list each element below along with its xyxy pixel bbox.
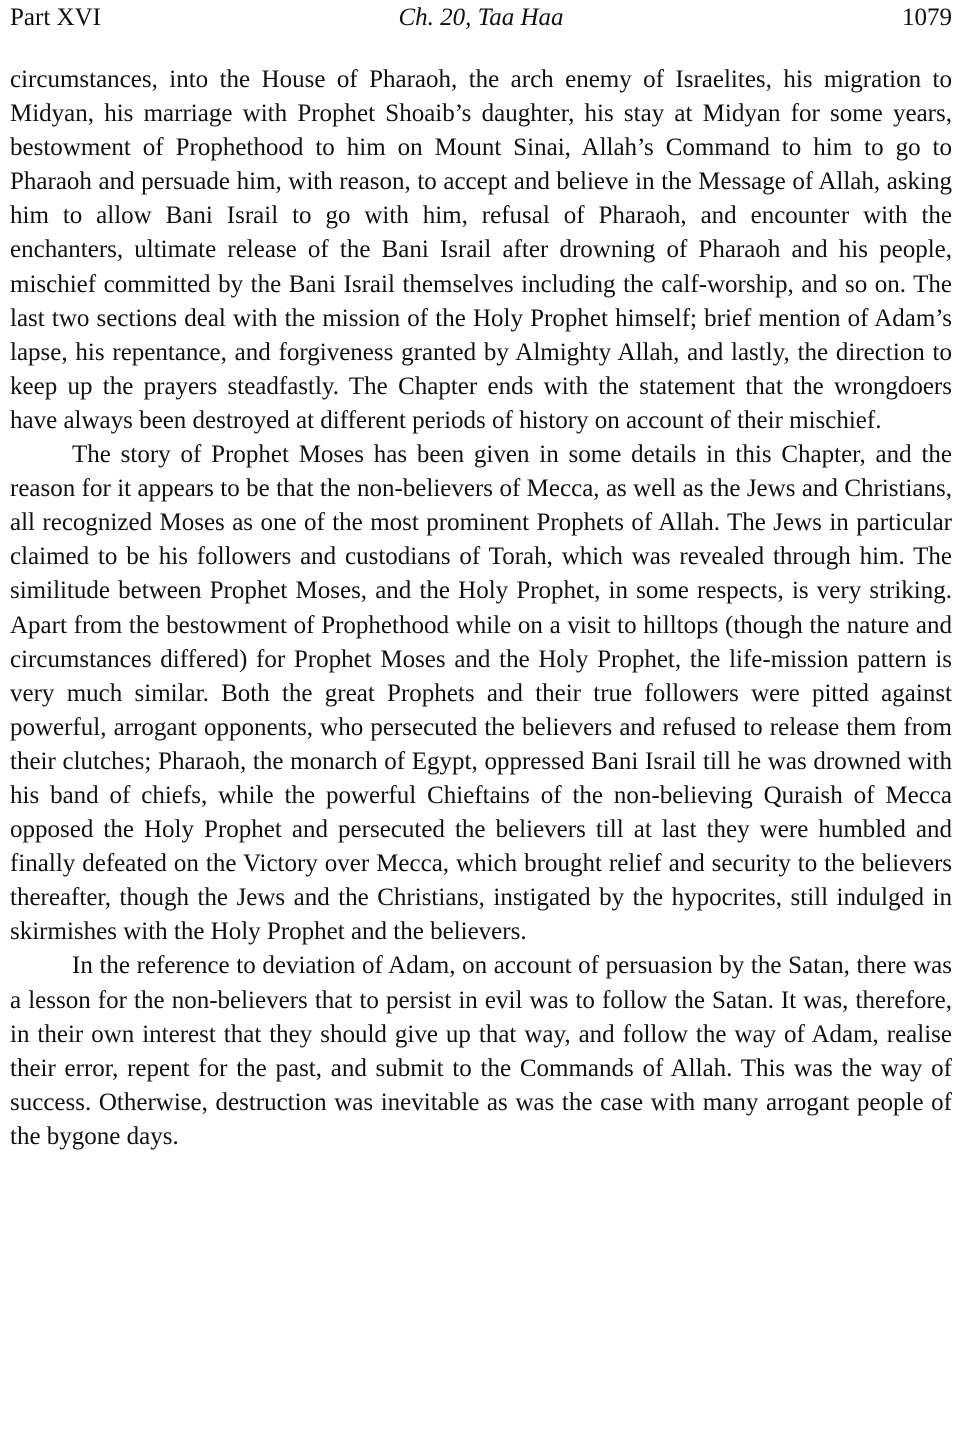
paragraph-adam: In the reference to deviation of Adam, on account of persuasion by the Satan, there was a lesson for the non-believers that to persist in evil was to follow the Satan. It was, therefore, in their own interest that they should give up that way, and follow the way of Adam, realise their error, repent for the past, and submit to the Commands of Allah. This was the way of success. Otherwise, destruction was inevitable as was the case with many arrogant people of the bygone days.: [10, 952, 952, 1150]
paragraph-moses: The story of Prophet Moses has been given in some details in this Chapter, and the reason for it appears to be that the non-believers of Mecca, as well as the Jews and Christians, all recognized Moses as one of the most prominent Prophets of Allah. The Jews in particular claimed to be his followers and custodians of Torah, which was revealed through him. The similitude between Prophet Moses, and the Holy Prophet, in some respects, is very striking. Apart from the bestowment of Prophethood while on a visit to hilltops (though the nature and circumstances differed) for Prophet Moses and the Holy Prophet, the life-mission pattern is very much similar. Both the great Prophets and their true followers were pitted against powerful, arrogant opponents, who persecuted the believers and refused to release them from their clutches; Pharaoh, the monarch of Egypt, oppressed Bani Israil till he was drowned with his band of chiefs, while the powerful Chieftains of the non-believing Quraish of Mecca opposed the Holy Prophet and persecuted the believers till at last they were humbled and finally defeated on the Victory over Mecca, which brought relief and security to the believers thereafter, though the Jews and the Christians, instigated by the hypocrites, still indulged in skirmishes with the Holy Prophet and the believers.: [10, 441, 952, 946]
body-text: [10, 63, 952, 1154]
book-page: [10, 0, 952, 1154]
chapter-title: Ch. 20, Taa Haa: [398, 4, 564, 31]
paragraph-continued: circumstances, into the House of Pharaoh, the arch enemy of Israelites, his migration to Midyan, his marriage with Prophet Shoaib’s daughter, his stay at Midyan for some years, bestowment of Prophethood to him on Mount Sinai, Allah’s Command to him to go to Pharaoh and persuade him, with reason, to accept and believe in the Message of Allah, asking him to allow Bani Israil to go with him, refusal of Pharaoh, and encounter with the enchanters, ultimate release of the Bani Israil after drowning of Pharaoh and his people, mischief committed by the Bani Israil themselves including the calf-worship, and so on. The last two sections deal with the mission of the Holy Prophet himself; brief mention of Adam’s lapse, his repentance, and forgiveness granted by Almighty Allah, and lastly, the direction to keep up the prayers steadfastly. The Chapter ends with the statement that the wrongdoers have always been destroyed at different periods of history on account of their mischief.: [10, 66, 952, 434]
part-label: Part XVI: [10, 4, 101, 31]
running-header: [10, 0, 952, 36]
page-number: 1079: [902, 4, 952, 31]
